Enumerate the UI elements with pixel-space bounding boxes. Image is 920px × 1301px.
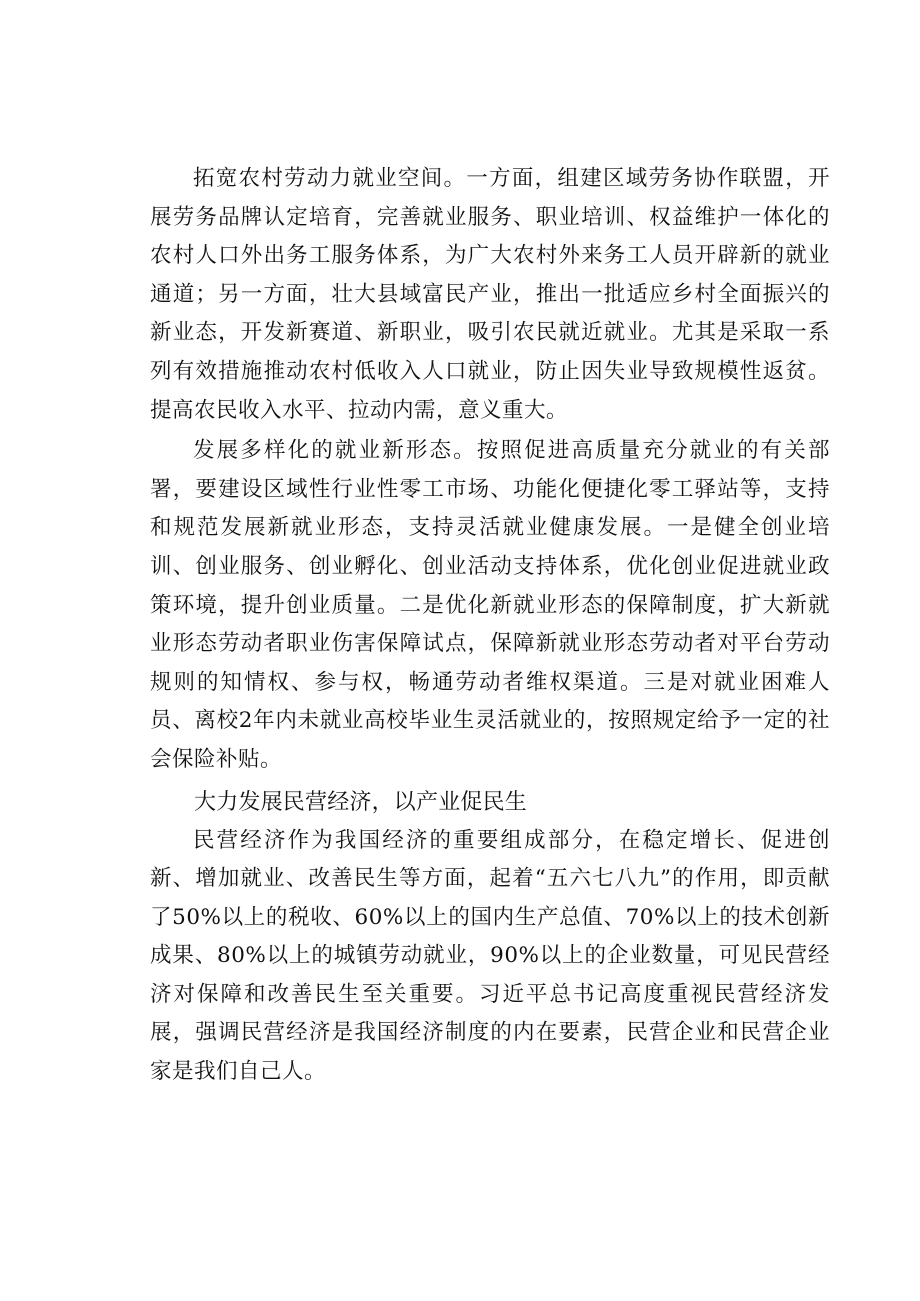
paragraph-private-economy: 民营经济作为我国经济的重要组成部分，在稳定增长、促进创新、增加就业、改善民生等方面，起着“五六七八九”的作用，即贡献了50%以上的税收、60%以上的国内生产总值、70%以上的技术创新成果、80%以上的城镇劳动就业，90%以上的企业数量，可见民营经济对保障和改善民生至关重要。习近平总书记高度重视民营经济发展，强调民营经济是我国经济制度的内在要素，民营企业和民营企业家是我们自己人。	[150, 827, 830, 1085]
paragraph-new-employment-forms: 发展多样化的就业新形态。按照促进高质量充分就业的有关部署，要建设区域性行业性零工市场、功能化便捷化零工驿站等，支持和规范发展新就业形态，支持灵活就业健康发展。一是健全创业培训、创业服务、创业孵化、创业活动支持体系，优化创业促进就业政策环境，提升创业质量。二是优化新就业形态的保障制度，扩大新就业形态劳动者职业伤害保障试点，保障新就业形态劳动者对平台劳动规则的知情权、参与权，畅通劳动者维权渠道。三是对就业困难人员、离校2年内未就业高校毕业生灵活就业的，按照规定给予一定的社会保险补贴。	[150, 438, 830, 772]
document-page	[150, 160, 830, 1092]
section-heading: 大力发展民营经济，以产业促民生	[194, 789, 528, 815]
paragraph-rural-employment: 拓宽农村劳动力就业空间。一方面，组建区域劳务协作联盟，开展劳务品牌认定培育，完善就业服务、职业培训、权益维护一体化的农村人口外出务工服务体系，为广大农村外来务工人员开辟新的就业通道；另一方面，壮大县域富民产业，推出一批适应乡村全面振兴的新业态，开发新赛道、新职业，吸引农民就近就业。尤其是采取一系列有效措施推动农村低收入人口就业，防止因失业导致规模性返贫。提高农民收入水平、拉动内需，意义重大。	[150, 166, 830, 423]
